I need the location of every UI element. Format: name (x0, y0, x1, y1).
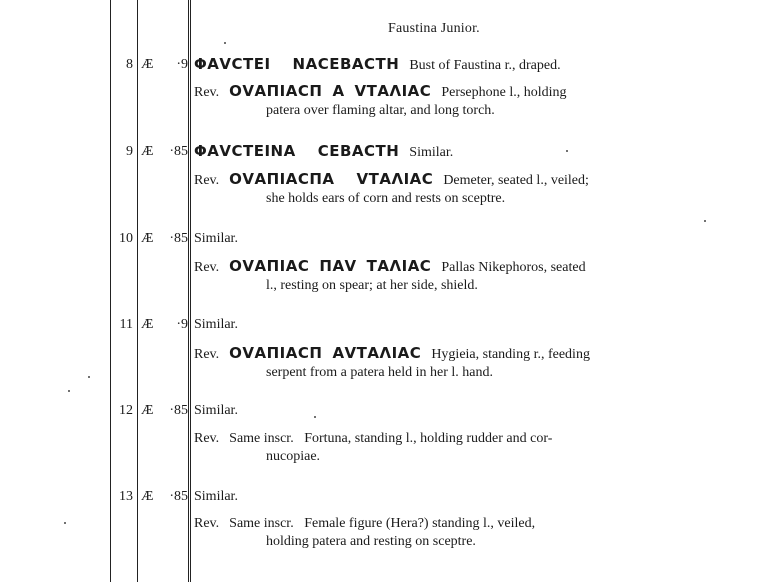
reverse-block (194, 257, 706, 295)
entry-size: ·85 (169, 231, 188, 246)
entry-size: ·85 (169, 489, 188, 504)
obverse-inscription: NACEBACTH (292, 55, 400, 73)
scan-speck (64, 522, 66, 524)
obverse-line (194, 55, 561, 74)
reverse-inscription: ΑVΤΑΛΙΑC (332, 344, 422, 362)
obverse-line (194, 489, 238, 505)
entry-number: 9 (126, 144, 133, 159)
entry-size: ·85 (169, 144, 188, 159)
entry-metal: Æ (141, 57, 154, 72)
reverse-block (194, 515, 706, 551)
reverse-label: Rev. (194, 516, 220, 531)
entry-metal: Æ (141, 317, 154, 332)
reverse-inscription: VΤΑΛΙΑC (354, 82, 432, 100)
entry-size: ·9 (176, 317, 188, 332)
reverse-label: Rev. (194, 85, 220, 100)
scan-speck (704, 220, 706, 222)
obverse-line (194, 231, 238, 247)
entry-metal: Æ (141, 403, 154, 418)
reverse-label: Rev. (194, 431, 220, 446)
entry-number: 13 (119, 489, 133, 504)
entry-number: 12 (119, 403, 133, 418)
obverse-description: Similar. (194, 231, 238, 246)
reverse-label: Rev. (194, 173, 220, 188)
scan-speck (566, 150, 568, 152)
reverse-description: Hygieia, standing r., feeding (431, 347, 590, 362)
scan-speck (88, 376, 90, 378)
reverse-block (194, 82, 706, 120)
reverse-description: Persephone l., holding (441, 85, 567, 100)
entry-size: ·9 (176, 57, 188, 72)
reverse-block (194, 430, 706, 466)
entry-number: 11 (119, 317, 133, 332)
reverse-inscription: ΟVΑΠΙΑCΠ (229, 82, 323, 100)
column-rule-size (188, 0, 189, 582)
reverse-description-cont: holding patera and resting on sceptre. (266, 534, 476, 549)
entry-metal: Æ (141, 489, 154, 504)
reverse-inscription: ΟVΑΠΙΑC (229, 257, 310, 275)
scan-speck (314, 416, 316, 418)
entry-metal: Æ (141, 144, 154, 159)
reverse-description: Pallas Nikephoros, seated (441, 260, 586, 275)
reverse-description-cont: nucopiae. (266, 449, 321, 464)
obverse-line (194, 317, 238, 333)
reverse-description-cont: she holds ears of corn and rests on sceptre. (266, 191, 506, 206)
obverse-description: Similar. (194, 489, 238, 504)
entry-number: 10 (119, 231, 133, 246)
reverse-description-cont: patera over flaming altar, and long torch. (266, 103, 495, 118)
entry-metal: Æ (141, 231, 154, 246)
reverse-inscription: Α (332, 82, 345, 100)
column-rule-number (137, 0, 138, 582)
obverse-inscription: ΦΑVCΤΕΙΝΑ (194, 142, 296, 160)
obverse-line (194, 403, 238, 419)
obverse-inscription: CΕΒΑCΤΗ (317, 142, 400, 160)
reverse-inscription: ΟVΑΠΙΑCΠΑ (229, 170, 335, 188)
reverse-label: Rev. (194, 347, 220, 362)
entry-number: 8 (126, 57, 133, 72)
reverse-inscription: ΤΑΛΙΑC (366, 257, 432, 275)
entry-size: ·85 (169, 403, 188, 418)
reverse-description-cont: serpent from a patera held in her l. hand. (266, 365, 494, 380)
reverse-description: Demeter, seated l., veiled; (443, 173, 589, 188)
obverse-description: Similar. (194, 403, 238, 418)
reverse-block (194, 344, 706, 382)
scan-speck (68, 390, 70, 392)
reverse-block (194, 170, 706, 208)
column-rule-size-inner (190, 0, 191, 582)
reverse-description-cont: l., resting on spear; at her side, shield. (266, 278, 478, 293)
reverse-label: Rev. (194, 260, 220, 275)
reverse-inscription: ΟVΑΠΙΑCΠ (229, 344, 323, 362)
reverse-inscription: ΠΑV (319, 257, 357, 275)
page-title: Faustina Junior. (388, 21, 480, 36)
obverse-line (194, 142, 453, 161)
obverse-description: Bust of Faustina r., draped. (409, 58, 561, 73)
scan-speck (224, 42, 226, 44)
reverse-description: Same inscr. Female figure (Hera?) standing l., veiled, (229, 516, 536, 531)
reverse-inscription: VΤΑΛΙΑC (356, 170, 434, 188)
reverse-description: Same inscr. Fortuna, standing l., holding rudder and cor- (229, 431, 553, 446)
obverse-inscription: ΦΑVCΤΕΙ (194, 55, 271, 73)
obverse-description: Similar. (409, 145, 454, 160)
obverse-description: Similar. (194, 317, 238, 332)
